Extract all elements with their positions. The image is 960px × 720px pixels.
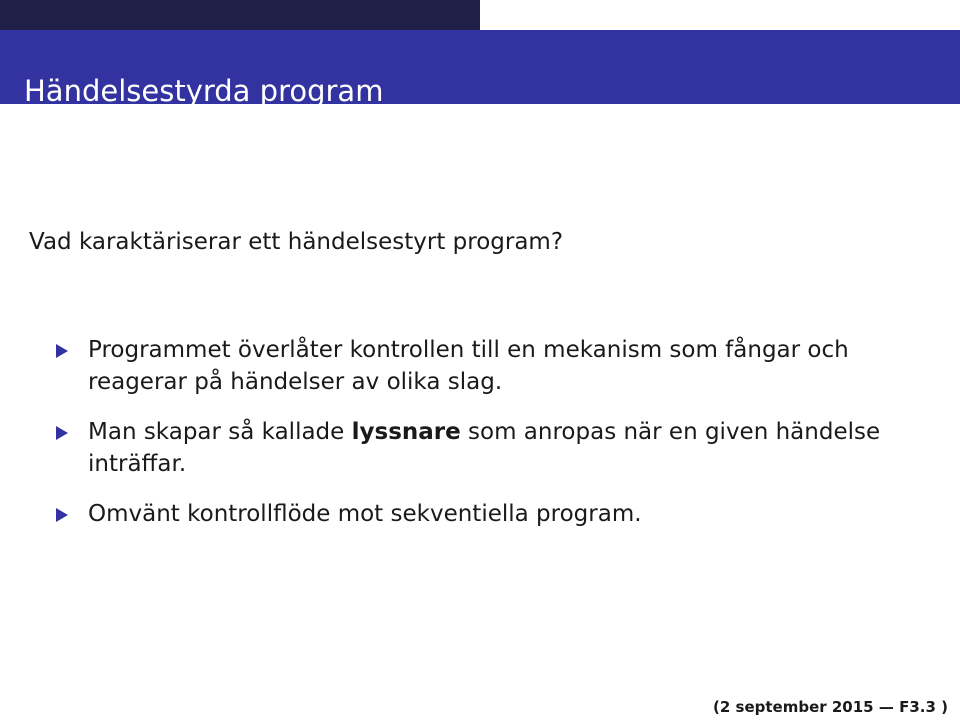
bullet-text-before: Man skapar så kallade (88, 419, 352, 445)
top-bar-left-section (0, 0, 480, 30)
bullet-list (56, 334, 936, 548)
top-navigation-bar (0, 0, 960, 30)
bullet-text: Programmet överlåter kontrollen till en mekanism som fångar och reagerar på händelser av olika slag. (88, 337, 849, 395)
triangle-bullet-icon (56, 508, 68, 522)
bullet-text: Omvänt kontrollflöde mot sekventiella program. (88, 501, 642, 527)
bullet-item (56, 498, 936, 530)
footer-date: (2 september 2015 (713, 698, 874, 716)
bullet-emphasis: lyssnare (351, 419, 461, 445)
bullet-item (56, 416, 936, 480)
slide-footer (713, 698, 948, 716)
triangle-bullet-icon (56, 344, 68, 358)
slide-title: Händelsestyrda program (24, 74, 384, 109)
top-bar-right-section (480, 0, 960, 30)
slide-question: Vad karaktäriserar ett händelsestyrt program? (29, 229, 564, 255)
bullet-item (56, 334, 936, 398)
triangle-bullet-icon (56, 426, 68, 440)
footer-page-number: F3.3 ) (899, 698, 948, 716)
footer-dash: — (878, 698, 894, 716)
bullet-text-after: som anropas när en given händelse inträffar. (88, 419, 881, 477)
